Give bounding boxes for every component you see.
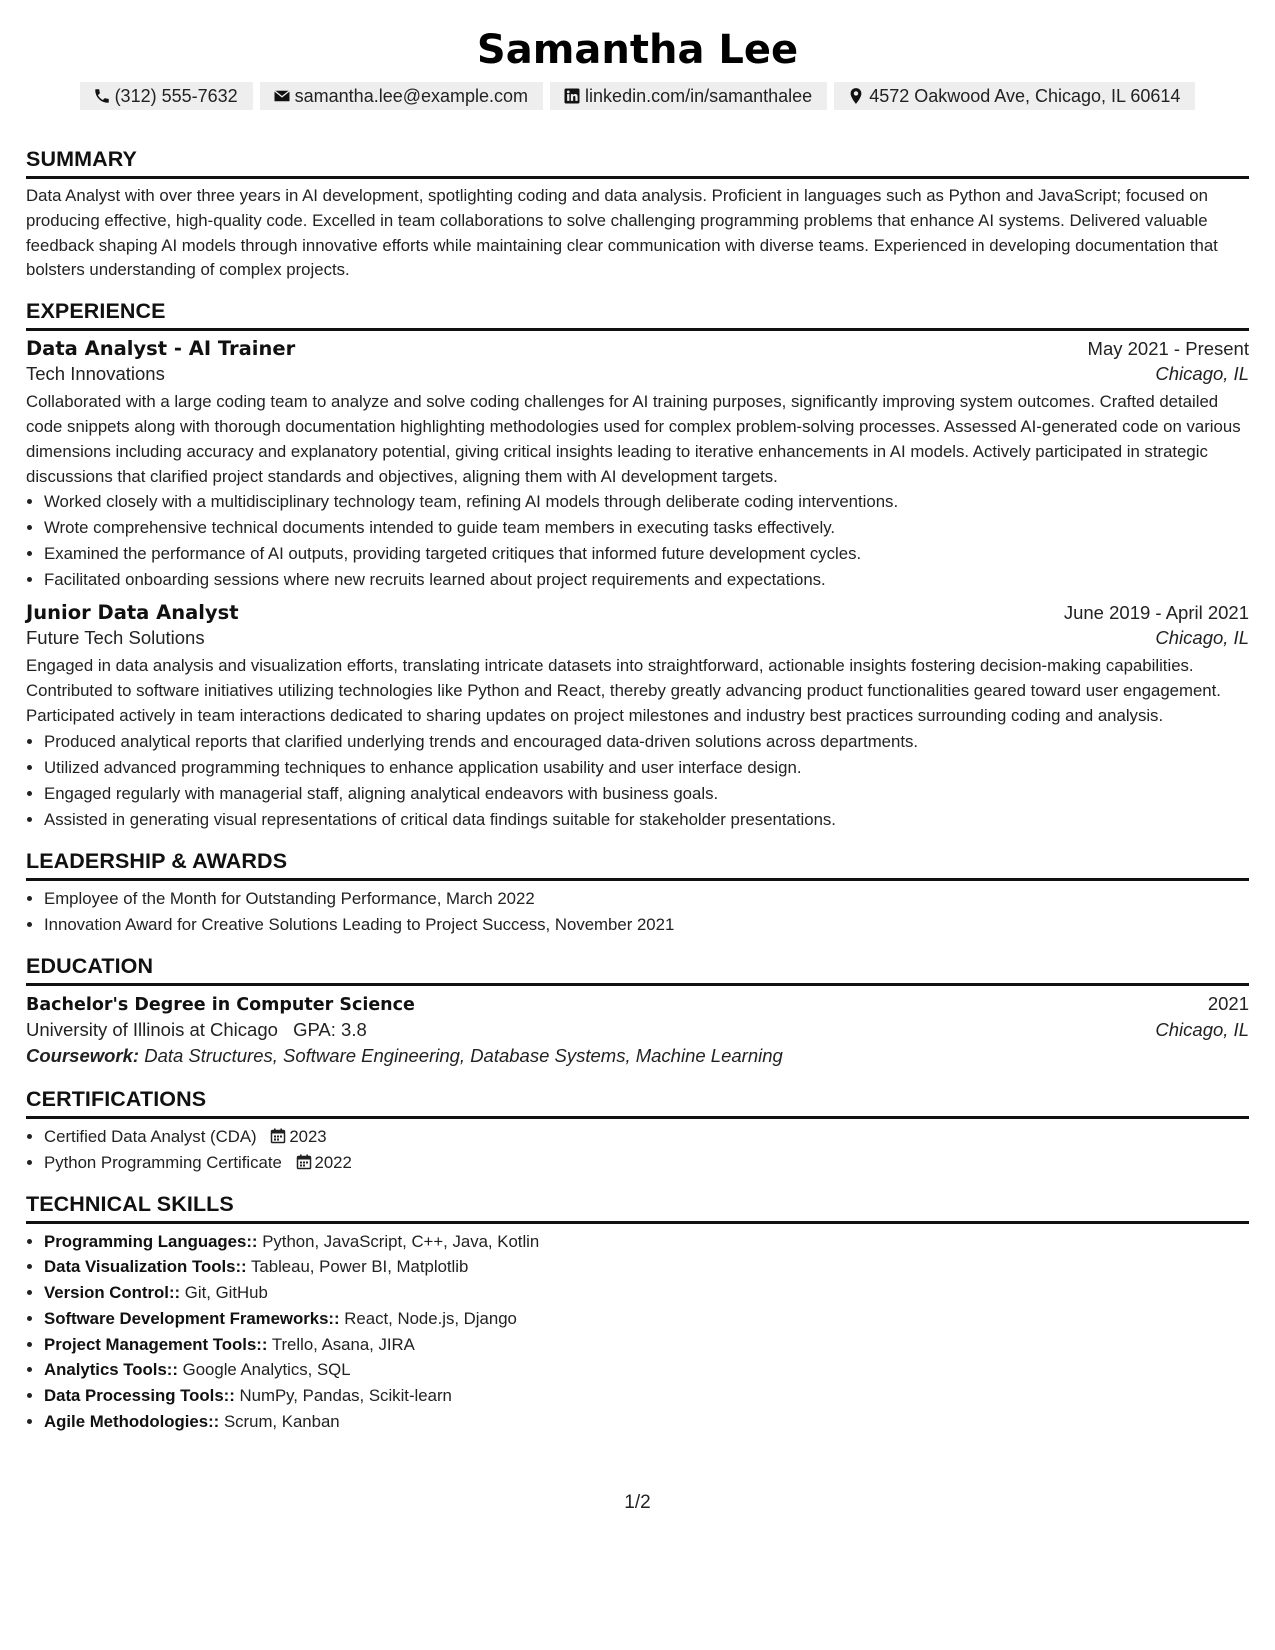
section-title-leadership: LEADERSHIP & AWARDS xyxy=(26,848,288,873)
list-item: • Engaged regularly with managerial staff, aligning analytical endeavors with business goals. xyxy=(44,781,1249,807)
section-divider xyxy=(26,1116,1249,1119)
job-location: Chicago, IL xyxy=(1155,627,1249,649)
job-subheader xyxy=(26,363,1249,385)
calendar-icon xyxy=(270,1128,286,1144)
list-item xyxy=(44,1357,1249,1383)
section-divider xyxy=(26,1221,1249,1224)
contact-address xyxy=(834,82,1195,110)
list-item: • Employee of the Month for Outstanding Performance, March 2022 xyxy=(44,886,1249,912)
skill-value: React, Node.js, Django xyxy=(344,1308,517,1328)
resume-page xyxy=(26,0,1249,1434)
certification-name: Certified Data Analyst (CDA) xyxy=(44,1126,257,1146)
skill-value: Python, JavaScript, C++, Java, Kotlin xyxy=(262,1231,540,1251)
list-item: • Utilized advanced programming techniques to enhance application usability and user interface design. xyxy=(44,755,1249,781)
list-item xyxy=(44,1229,1249,1255)
contact-linkedin[interactable] xyxy=(550,82,827,110)
certifications-list xyxy=(26,1124,1249,1176)
section-title-skills: TECHNICAL SKILLS xyxy=(26,1191,234,1216)
list-item xyxy=(44,1332,1249,1358)
linkedin-text: linkedin.com/in/samanthalee xyxy=(585,86,813,106)
skill-label: Data Processing Tools:: xyxy=(44,1385,235,1405)
list-item xyxy=(44,1124,1249,1150)
skill-value: Google Analytics, SQL xyxy=(182,1360,351,1380)
skill-value: Trello, Asana, JIRA xyxy=(271,1334,415,1354)
school-location: Chicago, IL xyxy=(1155,1018,1249,1040)
job-dates: May 2021 - Present xyxy=(1087,338,1249,360)
linkedin-icon xyxy=(563,87,581,105)
skill-label: Software Development Frameworks:: xyxy=(44,1308,340,1328)
job-location: Chicago, IL xyxy=(1155,363,1249,385)
skills-list xyxy=(26,1229,1249,1435)
list-item: • Wrote comprehensive technical documents intended to guide team members in executing tasks effectively. xyxy=(44,515,1249,541)
skill-value: Scrum, Kanban xyxy=(223,1411,340,1431)
skill-label: Programming Languages:: xyxy=(44,1231,258,1251)
envelope-icon xyxy=(273,87,291,105)
job-title: Junior Data Analyst xyxy=(26,601,239,625)
list-item: • Innovation Award for Creative Solutions Leading to Project Success, November 2021 xyxy=(44,912,1249,938)
certification-year: 2022 xyxy=(314,1152,352,1172)
section-title-education: EDUCATION xyxy=(26,953,154,978)
map-pin-icon xyxy=(847,87,865,105)
phone-icon xyxy=(93,87,111,105)
section-divider xyxy=(26,983,1249,986)
list-item xyxy=(44,1150,1249,1176)
page-number: 1/2 xyxy=(624,1492,651,1513)
job-description: Collaborated with a large coding team to analyze and solve coding challenges for AI training purposes, significantly improving system outcomes. Crafted detailed code snippets along with thorough documentation highlighting methodologies used for complex problem-solving processes. Assessed AI-generated code on various dimensions including accuracy and explanatory potential, giving critical insights leading to iterative enhancements in AI models. Actively participated in strategic discussions that clarified project standards and objectives, aligning them with AI development targets. xyxy=(26,392,1241,486)
address-text: 4572 Oakwood Ave, Chicago, IL 60614 xyxy=(869,86,1181,106)
contact-bar xyxy=(26,82,1249,110)
section-divider xyxy=(26,328,1249,331)
certification-year: 2023 xyxy=(289,1126,327,1146)
email-text: samantha.lee@example.com xyxy=(294,86,529,106)
list-item xyxy=(44,1383,1249,1409)
list-item: • Examined the performance of AI outputs, providing targeted critiques that informed future development cycles. xyxy=(44,541,1249,567)
section-title-summary: SUMMARY xyxy=(26,147,137,171)
job-description: Engaged in data analysis and visualization efforts, translating intricate datasets into straightforward, actionable insights fostering decision-making capabilities. Contributed to software initiatives utilizing technologies like Python and React, thereby greatly advancing product functionalities geared toward user engagement. Participated actively in team interactions dedicated to sharing updates on project milestones and industry best practices surrounding coding and analysis. xyxy=(26,656,1221,725)
job-header xyxy=(26,337,1249,360)
experience-section xyxy=(26,298,1249,833)
skill-label: Analytics Tools:: xyxy=(44,1360,178,1380)
candidate-name: Samantha Lee xyxy=(476,27,799,73)
section-divider xyxy=(26,878,1249,881)
certification-name: Python Programming Certificate xyxy=(44,1152,282,1172)
list-item xyxy=(44,1409,1249,1435)
job-bullets xyxy=(26,489,1249,593)
degree-name: Bachelor's Degree in Computer Science xyxy=(26,994,415,1015)
gpa: GPA: 3.8 xyxy=(293,1018,367,1040)
list-item: • Worked closely with a multidisciplinary technology team, refining AI models through deliberate coding interventions. xyxy=(44,489,1249,515)
job-bullets xyxy=(26,729,1249,833)
coursework xyxy=(26,1045,1249,1067)
leadership-section xyxy=(26,848,1249,938)
education-section xyxy=(26,953,1249,1067)
summary-text: Data Analyst with over three years in AI development, spotlighting coding and data analysis. Proficient in languages such as Python and JavaScript; focused on producing effective, high-quality code. Excelled in team collaborations to solve challenging programming problems that enhance AI systems. Delivered valuable feedback shaping AI models through innovative efforts while maintaining clear communication with diverse teams. Experienced in developing documentation that bolsters understanding of complex projects. xyxy=(26,186,1218,280)
graduation-year: 2021 xyxy=(1207,992,1249,1014)
job-dates: June 2019 - April 2021 xyxy=(1063,602,1249,624)
section-divider xyxy=(26,176,1249,179)
list-item: • Facilitated onboarding sessions where new recruits learned about project requirements and expectations. xyxy=(44,567,1249,593)
job-subheader xyxy=(26,627,1249,649)
summary-section xyxy=(26,146,1249,283)
calendar-icon xyxy=(296,1154,312,1170)
skill-label: Data Visualization Tools:: xyxy=(44,1257,247,1277)
contact-email[interactable] xyxy=(260,82,543,110)
skill-label: Agile Methodologies:: xyxy=(44,1411,220,1431)
skill-value: NumPy, Pandas, Scikit-learn xyxy=(239,1385,452,1405)
school-name: University of Illinois at Chicago xyxy=(26,1018,278,1040)
company-name: Tech Innovations xyxy=(26,363,165,385)
company-name: Future Tech Solutions xyxy=(26,627,205,649)
list-item: • Assisted in generating visual representations of critical data findings suitable for stakeholder presentations. xyxy=(44,807,1249,833)
phone-text: (312) 555-7632 xyxy=(114,86,238,106)
contact-phone[interactable] xyxy=(80,82,253,110)
skills-section xyxy=(26,1191,1249,1435)
coursework-list: Data Structures, Software Engineering, Database Systems, Machine Learning xyxy=(144,1044,783,1066)
section-title-certifications: CERTIFICATIONS xyxy=(26,1086,207,1111)
list-item xyxy=(44,1280,1249,1306)
awards-list xyxy=(26,886,1249,938)
list-item xyxy=(44,1254,1249,1280)
skill-value: Tableau, Power BI, Matplotlib xyxy=(251,1257,469,1277)
skill-value: Git, GitHub xyxy=(184,1283,268,1303)
skill-label: Version Control:: xyxy=(44,1283,181,1303)
education-subheader xyxy=(26,1019,1249,1041)
list-item xyxy=(44,1306,1249,1332)
school-info xyxy=(26,1019,367,1041)
job-header xyxy=(26,601,1249,624)
job-entry xyxy=(26,601,1249,832)
job-title: Data Analyst - AI Trainer xyxy=(26,337,296,361)
coursework-label: Coursework: xyxy=(26,1044,140,1066)
skill-label: Project Management Tools:: xyxy=(44,1334,268,1354)
list-item: • Produced analytical reports that clarified underlying trends and encouraged data-driven solutions across departments. xyxy=(44,729,1249,755)
section-title-experience: EXPERIENCE xyxy=(26,299,166,324)
education-header xyxy=(26,993,1249,1015)
job-entry xyxy=(26,337,1249,593)
certifications-section xyxy=(26,1086,1249,1176)
